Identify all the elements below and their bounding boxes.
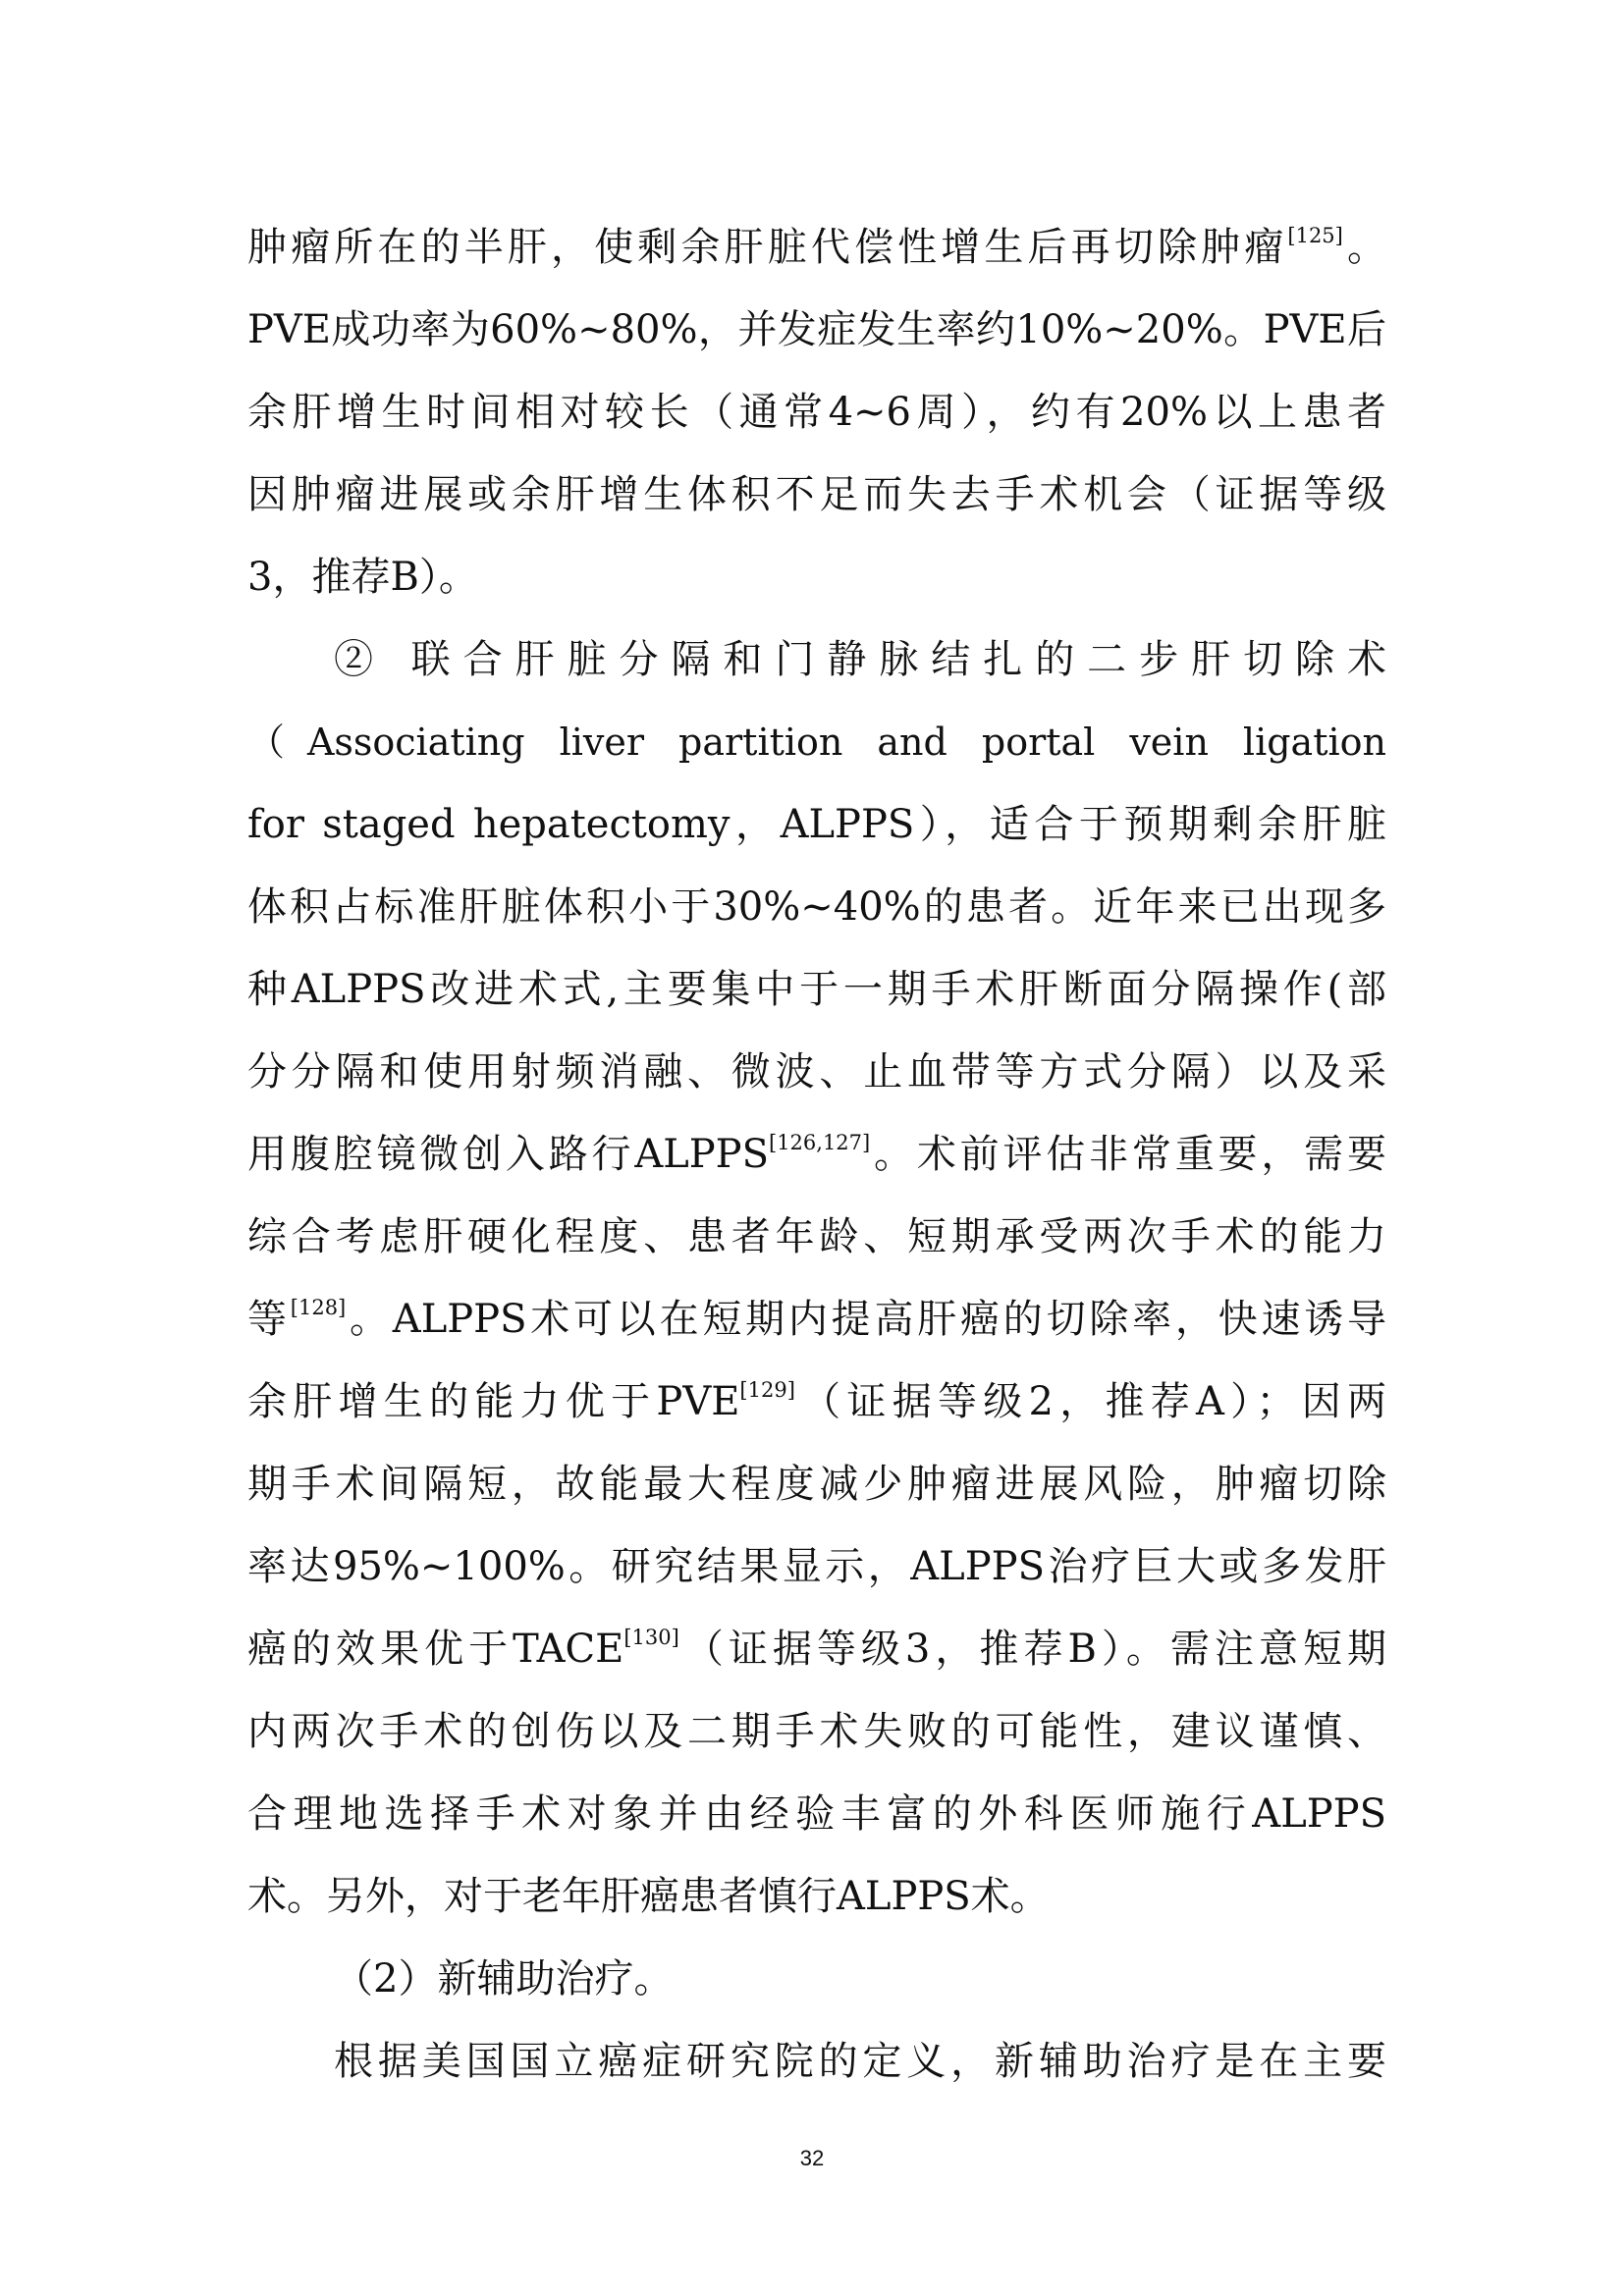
text-line: ② 联合肝脏分隔和门静脉结扎的二步肝切除术 <box>334 637 1386 682</box>
text-line: 因肿瘤进展或余肝增生体积不足而失去手术机会（证据等级 <box>247 472 1386 517</box>
text-line: 分分隔和使用射频消融、微波、止血带等方式分隔）以及采 <box>247 1049 1386 1095</box>
text-line: 余肝增生时间相对较长（通常4~6周），约有20%以上患者 <box>247 390 1386 435</box>
text-line: 等[128]。ALPPS术可以在短期内提高肝癌的切除率，快速诱导 <box>247 1296 1386 1342</box>
text-line: 癌的效果优于TACE[130]（证据等级3，推荐B）。需注意短期 <box>247 1626 1387 1672</box>
text-line: 用腹腔镜微创入路行ALPPS[126,127]。术前评估非常重要，需要 <box>247 1131 1386 1177</box>
text-line: 合理地选择手术对象并由经验丰富的外科医师施行ALPPS <box>247 1791 1386 1837</box>
citation-ref: [128] <box>290 1296 347 1319</box>
text-line: 根据美国国立癌症研究院的定义，新辅助治疗是在主要 <box>334 2039 1386 2084</box>
citation-ref: [125] <box>1287 224 1343 247</box>
citation-ref: [130] <box>623 1626 679 1649</box>
citation-ref: [129] <box>739 1378 795 1402</box>
text-line: 术。另外，对于老年肝癌患者慎行ALPPS术。 <box>247 1874 1050 1919</box>
text-line: 肿瘤所在的半肝，使剩余肝脏代偿性增生后再切除肿瘤[125]。 <box>247 224 1387 270</box>
text-line: for staged hepatectomy，ALPPS），适合于预期剩余肝脏 <box>247 802 1386 847</box>
text-line: 综合考虑肝硬化程度、患者年龄、短期承受两次手术的能力 <box>247 1214 1386 1259</box>
text-line: （Associating liver partition and portal vein ligation <box>247 721 1386 764</box>
text-line: 期手术间隔短，故能最大程度减少肿瘤进展风险，肿瘤切除 <box>247 1462 1386 1507</box>
text-line: 率达95%~100%。研究结果显示，ALPPS治疗巨大或多发肝 <box>247 1544 1386 1589</box>
citation-ref: [126,127] <box>769 1131 871 1154</box>
text-line: PVE成功率为60%~80%，并发症发生率约10%~20%。PVE后 <box>247 307 1386 352</box>
text-line: 内两次手术的创伤以及二期手术失败的可能性，建议谨慎、 <box>247 1709 1386 1754</box>
text-line: 余肝增生的能力优于PVE[129]（证据等级2，推荐A）；因两 <box>247 1378 1386 1424</box>
text-line: 种ALPPS改进术式,主要集中于一期手术肝断面分隔操作(部 <box>247 967 1386 1012</box>
text-line: 3，推荐B）。 <box>247 555 478 600</box>
page-number: 32 <box>799 2146 825 2170</box>
text-line: 体积占标准肝脏体积小于30%~40%的患者。近年来已出现多 <box>247 884 1386 930</box>
section-heading: （2）新辅助治疗。 <box>334 1956 674 2002</box>
